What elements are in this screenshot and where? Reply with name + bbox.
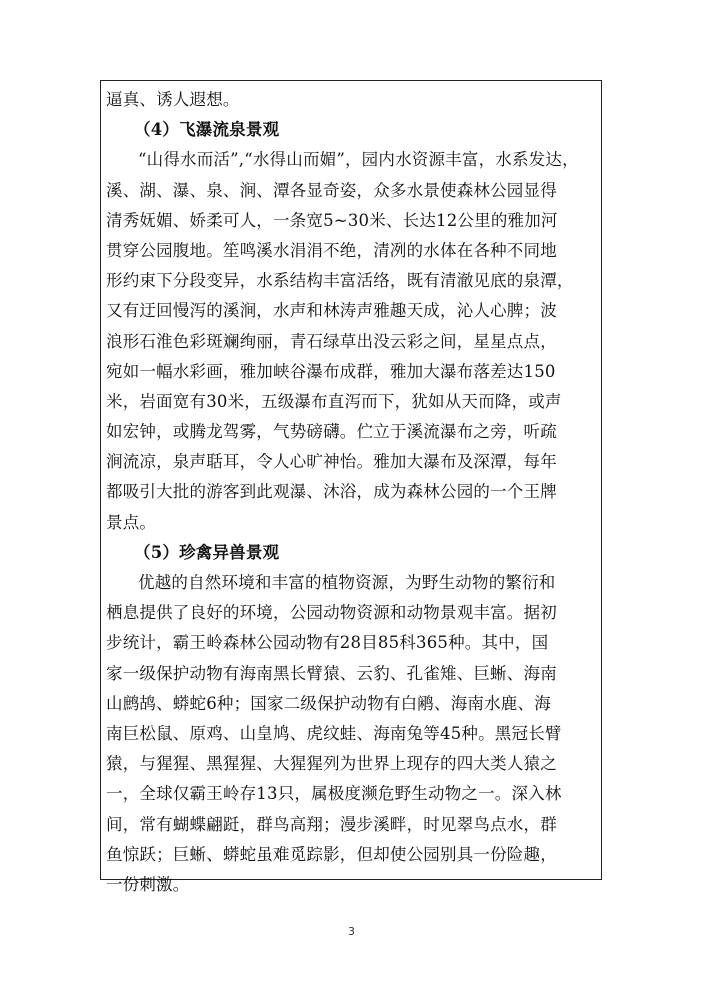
text-line: 间，常有蝴蝶翩跹，群鸟高翔；漫步溪畔，时见翠鸟点水，群 <box>106 814 557 834</box>
text-line: 家一级保护动物有海南黑长臂猿、云豹、孔雀雉、巨蜥、海南 <box>106 663 557 683</box>
text-line: 一，全球仅霸王岭存13只，属极度濒危野生动物之一。深入林 <box>106 784 562 804</box>
text-line: 米，岩面宽有30米，五级瀑布直泻而下，犹如从天而降，或声 <box>106 391 562 411</box>
text-line: “山得水而活”,“水得山而媚”，园内水资源丰富，水系发达， <box>138 150 579 170</box>
section-heading-wildlife: （5）珍禽异兽景观 <box>134 542 280 562</box>
text-line: 形约束下分段变异，水系结构丰富活络，既有清澈见底的泉潭， <box>106 271 574 291</box>
text-line: 逼真、诱人遐想。 <box>106 90 240 109</box>
text-line: 栖息提供了良好的环境，公园动物资源和动物景观丰富。据初 <box>106 603 557 623</box>
text-line: 优越的自然环境和丰富的植物资源，为野生动物的繁衍和 <box>138 573 556 592</box>
text-line: 鱼惊跃；巨蜥、蟒蛇虽难觅踪影，但却使公园别具一份险趣， <box>106 844 557 864</box>
text-line: 贯穿公园腹地。笙鸣溪水涓涓不绝，清冽的水体在各种不同地 <box>106 240 557 260</box>
text-line: 一份刺激。 <box>106 874 190 894</box>
text-line: 步统计，霸王岭森林公园动物有28目85科365种。其中，国 <box>106 633 549 653</box>
text-line: 猿，与猩猩、黑猩猩、大猩猩列为世界上现存的四大类人猿之 <box>106 754 557 774</box>
text-line: 溪、湖、瀑、泉、涧、潭各显奇姿，众多水景使森林公园显得 <box>106 180 557 200</box>
text-line: 又有迂回慢泻的溪涧，水声和林涛声雅趣天成，沁人心脾；波 <box>106 301 557 321</box>
text-line: 南巨松鼠、原鸡、山皇鸠、虎纹蛙、海南兔等45种。黑冠长臂 <box>106 723 562 743</box>
text-line: 山鹧鸪、蟒蛇6种；国家二级保护动物有白鹇、海南水鹿、海 <box>106 693 551 713</box>
document-body <box>106 85 596 900</box>
text-line: 都吸引大批的游客到此观瀑、沐浴，成为森林公园的一个王牌 <box>106 482 557 502</box>
text-line: 宛如一幅水彩画，雅加峡谷瀑布成群，雅加大瀑布落差达150 <box>106 361 556 381</box>
text-line: 涧流凉，泉声聒耳，令人心旷神怡。雅加大瀑布及深潭，每年 <box>106 452 557 472</box>
section-heading-waterfalls: （4）飞瀑流泉景观 <box>134 120 280 140</box>
text-line: 景点。 <box>106 512 157 532</box>
page-number: 3 <box>348 925 355 938</box>
text-line: 如宏钟，或腾龙驾雾，气势磅礴。伫立于溪流瀑布之旁，听疏 <box>106 422 557 442</box>
text-line: 清秀妩媚、娇柔可人，一条宽5~30米、长达12公里的雅加河 <box>106 210 558 230</box>
text-line: 浪形石淮色彩斑斓绚丽，青石绿草出没云彩之间，星星点点， <box>106 331 557 351</box>
